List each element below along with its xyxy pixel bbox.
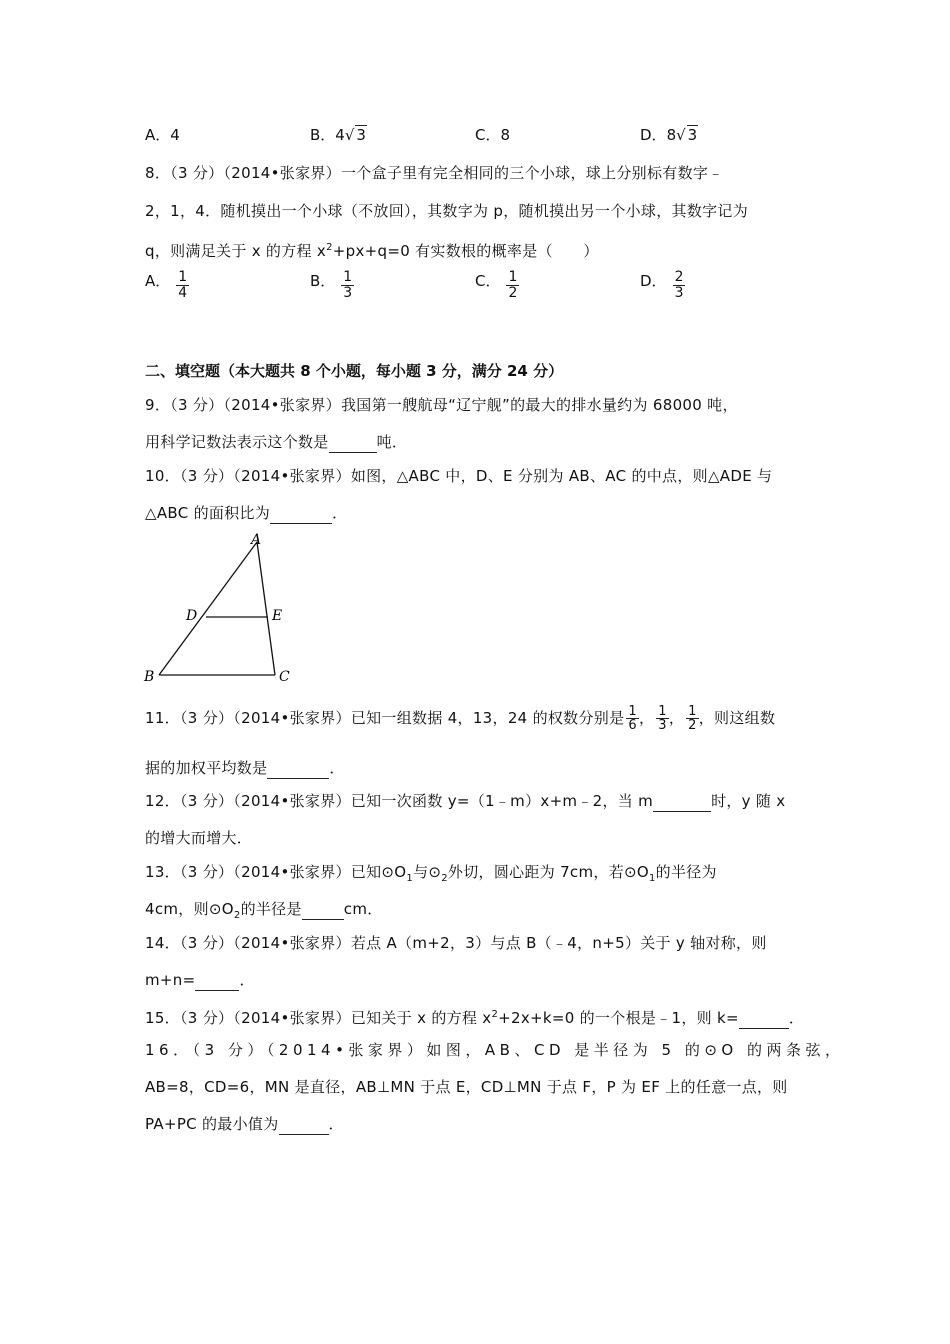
- q8-option-d-fraction: [673, 270, 686, 301]
- fraction-denominator: 2: [688, 718, 697, 733]
- q8-exponent: 2: [326, 242, 333, 253]
- q7-option-b: [310, 124, 367, 145]
- q11-weight-2: [656, 705, 669, 732]
- answer-blank: [739, 1008, 789, 1029]
- q13-line-1-a: 13．（3 分）（2014•张家界）已知⊙O: [145, 863, 407, 881]
- fraction-denominator: 2: [508, 285, 518, 301]
- vertex-label-a: A: [251, 532, 262, 548]
- q14-line-2-post: ．: [239, 971, 255, 989]
- answer-blank: [270, 503, 332, 524]
- fraction-denominator: 6: [628, 718, 637, 733]
- q13-line-1-b: 与⊙: [413, 863, 442, 881]
- vertex-label-c: C: [279, 669, 290, 685]
- q7-option-b-radicand: 3: [356, 126, 366, 144]
- q7-option-c: [475, 124, 510, 145]
- side-ab: [159, 542, 257, 675]
- q11-line-2-pre: 据的加权平均数是: [145, 759, 268, 777]
- q11-line-1-post: ，则这组数: [698, 709, 776, 727]
- q15-line-1-mid: +2x+k=0 的一个根是﹣1，则 k=: [498, 1009, 739, 1027]
- q7-option-c-label: C．: [475, 126, 501, 144]
- q15-line-1-post: ．: [788, 1009, 805, 1027]
- q11-weight-1: [626, 705, 639, 732]
- q7-option-a-value: 4: [170, 126, 180, 144]
- q10-line-2-pre: △ABC 的面积比为: [145, 504, 271, 522]
- answer-blank: [267, 758, 329, 779]
- q8-line-2: 2，1，4．随机摸出一个小球（不放回），其数字为 p，随机摸出另一个小球，其数字记为: [145, 202, 749, 220]
- q11-line-1-pre: 11．（3 分）（2014•张家界）已知一组数据 4，13，24 的权数分别是: [145, 709, 625, 727]
- q12-line-1-pre: 12．（3 分）（2014•张家界）已知一次函数 y=（1﹣m）x+m﹣2，当 m: [145, 792, 654, 810]
- q11-weight-3: [686, 705, 699, 732]
- q10-line-2: [145, 503, 347, 524]
- sqrt-symbol: √ 3: [344, 126, 366, 144]
- q10-line-2-post: ．: [332, 504, 348, 522]
- q8-line-3: [145, 238, 599, 261]
- q8-option-a-fraction: [176, 270, 189, 301]
- q12-line-1: [145, 791, 785, 812]
- fraction-numerator: 1: [178, 269, 188, 285]
- subscript: 2: [233, 910, 241, 921]
- subscript: 1: [648, 873, 656, 884]
- subscript: 2: [441, 873, 448, 884]
- q8-option-b-label: B．: [310, 272, 336, 290]
- q12-line-2: 的增大而增大．: [145, 829, 253, 847]
- q14-line-2-pre: m+n=: [145, 971, 196, 989]
- q13-line-2-a: 4cm，则⊙O: [145, 900, 234, 918]
- section-2-title: 二、填空题（本大题共 8 个小题，每小题 3 分，满分 24 分）: [145, 362, 564, 380]
- fraction-numerator: 1: [688, 704, 697, 719]
- q8-option-d-label: D．: [640, 272, 667, 290]
- q7-option-a: [145, 124, 180, 145]
- q8-option-c-fraction: [506, 270, 519, 301]
- q7-option-d: [640, 124, 698, 145]
- answer-blank: [329, 432, 377, 453]
- q9-line-2-post: 吨．: [376, 433, 408, 451]
- q7-option-c-value: 8: [500, 126, 511, 144]
- fraction-denominator: 3: [674, 285, 684, 301]
- fraction-numerator: 1: [628, 704, 637, 719]
- q8-option-b: [310, 270, 354, 301]
- q15-line-1: [145, 1005, 804, 1029]
- q13-line-1-d: 的半径为: [655, 863, 717, 881]
- fraction-numerator: 1: [658, 704, 667, 719]
- answer-blank: [653, 791, 711, 812]
- fraction-denominator: 3: [343, 285, 353, 301]
- q15-exponent: 2: [491, 1009, 499, 1020]
- q8-line-3-post: +px+q=0 有实数根的概率是（ ）: [332, 242, 599, 260]
- q7-option-d-coef: 8: [666, 126, 677, 144]
- q8-option-a: [145, 270, 189, 301]
- fraction-denominator: 3: [658, 718, 667, 733]
- subscript: 1: [406, 873, 414, 884]
- q14-line-1: 14．（3 分）（2014•张家界）若点 A（m+2，3）与点 B（﹣4，n+5）关于 y 轴对称，则: [145, 934, 767, 952]
- q16-line-2: AB=8，CD=6，MN 是直径，AB⊥MN 于点 E，CD⊥MN 于点 F，P 为 EF 上的任意一点，则: [145, 1078, 788, 1096]
- fraction-denominator: 4: [178, 285, 188, 301]
- fraction-numerator: 1: [508, 269, 518, 285]
- q9-line-2-pre: 用科学记数法表示这个数是: [145, 433, 329, 451]
- q12-line-1-post: 时，y 随 x: [711, 792, 786, 810]
- q7-option-b-label: B．: [310, 126, 336, 144]
- q7-option-a-label: A．: [145, 126, 171, 144]
- q11-line-2: [145, 758, 345, 779]
- q13-line-1-c: 外切，圆心距为 7cm，若⊙O: [447, 863, 649, 881]
- q8-line-1: 8．（3 分）（2014•张家界）一个盒子里有完全相同的三个小球，球上分别标有数字﹣: [145, 164, 724, 182]
- q8-option-c: [475, 270, 519, 301]
- q8-option-a-label: A．: [145, 272, 171, 290]
- answer-blank: [302, 899, 344, 920]
- q8-option-c-label: C．: [475, 272, 501, 290]
- vertex-label-b: B: [144, 669, 155, 685]
- q8-option-d: [640, 270, 685, 301]
- q7-option-d-radicand: 3: [687, 126, 698, 144]
- q14-line-2: [145, 970, 255, 991]
- q16-line-3-post: ．: [328, 1115, 344, 1133]
- q13-line-2-post: cm．: [343, 900, 383, 918]
- q16-line-3-pre: PA+PC 的最小值为: [145, 1115, 279, 1133]
- q16-line-1: 16．（3 分）（2014•张家界）如图，AB、CD 是半径为 5 的⊙O 的两条弦，: [145, 1041, 845, 1059]
- answer-blank: [279, 1114, 329, 1135]
- q7-option-d-label: D．: [640, 126, 667, 144]
- q13-line-2: [145, 899, 383, 926]
- answer-blank: [195, 970, 239, 991]
- fraction-numerator: 2: [674, 269, 684, 285]
- q13-line-1: [145, 862, 717, 889]
- q9-line-2: [145, 432, 407, 453]
- point-label-d: D: [186, 608, 198, 624]
- q16-line-3: [145, 1114, 344, 1135]
- fraction-numerator: 1: [343, 269, 353, 285]
- q13-line-2-b: 的半径是: [240, 900, 302, 918]
- point-label-e: E: [272, 608, 283, 624]
- q10-line-1: 10．（3 分）（2014•张家界）如图，△ABC 中，D、E 分别为 AB、AC 的中点，则△ADE 与: [145, 467, 773, 485]
- q8-option-b-fraction: [341, 270, 354, 301]
- q7-option-b-coef: 4: [335, 126, 345, 144]
- q9-line-1: 9．（3 分）（2014•张家界）我国第一艘航母“辽宁舰”的最大的排水量约为 68000 吨，: [145, 396, 738, 414]
- triangle-figure: [140, 530, 300, 690]
- q15-line-1-pre: 15．（3 分）（2014•张家界）已知关于 x 的方程 x: [145, 1009, 492, 1027]
- q8-line-3-pre: q，则满足关于 x 的方程 x: [145, 242, 327, 260]
- sqrt-symbol: √ 3: [676, 126, 698, 144]
- q11-line-1: 11．（3 分）（2014•张家界）已知一组数据 4，13，24 的权数分别是 $\frac{1}{6}$ ， $\frac{1}{3}$ ， $\frac{1}{2}$ ，则这组数: [145, 704, 776, 733]
- q11-line-2-post: ．: [329, 759, 345, 777]
